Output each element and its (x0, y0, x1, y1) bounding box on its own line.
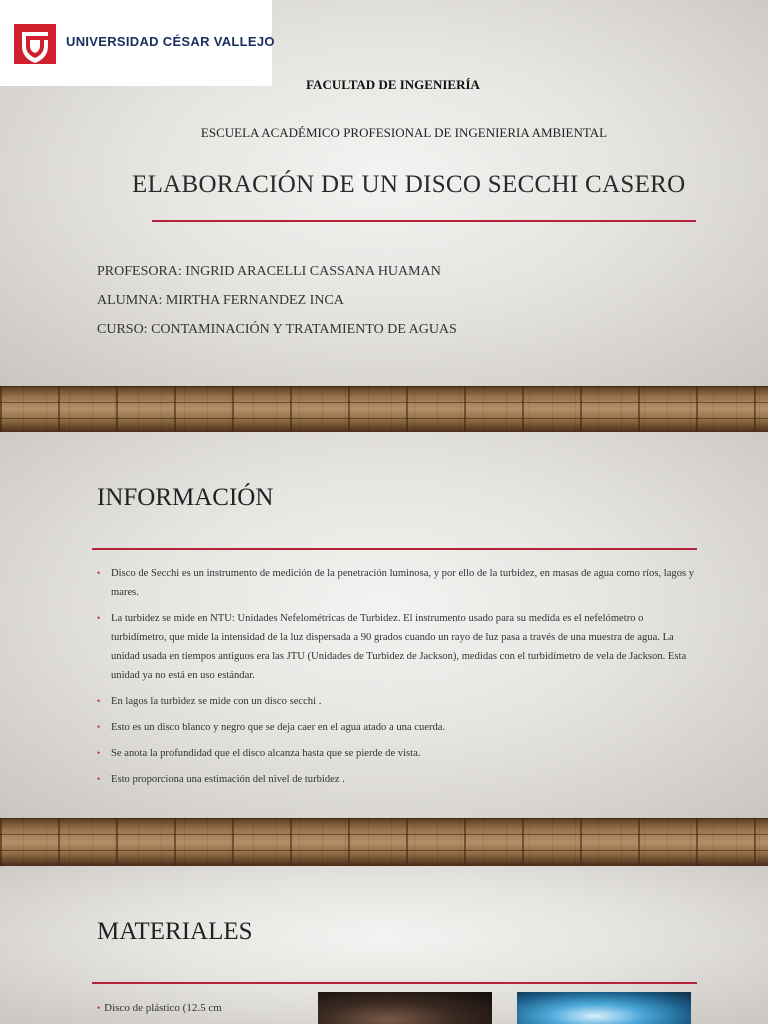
bullet-icon: • (97, 748, 101, 758)
university-logo (0, 0, 275, 86)
info-slide (0, 432, 768, 818)
materials-heading: MATERIALES (97, 918, 253, 945)
ucv-shield-icon (14, 24, 56, 64)
school-label: ESCUELA ACADÉMICO PROFESIONAL DE INGENIERIA AMBIENTAL (200, 125, 608, 140)
list-item: • Se anota la profundidad que el disco alcanza hasta que se pierde de vista. (97, 744, 697, 763)
title-divider (152, 220, 696, 222)
course-line: CURSO: CONTAMINACIÓN Y TRATAMIENTO DE AGUAS (97, 322, 457, 337)
list-item: • Esto es un disco blanco y negro que se deja caer en el agua atado a una cuerda. (97, 718, 697, 737)
wood-floor-divider (0, 818, 768, 866)
list-item: • Esto proporciona una estimación del nivel de turbidez . (97, 770, 697, 789)
materials-slide (0, 866, 768, 1024)
student-line: ALUMNA: MIRTHA FERNANDEZ INCA (97, 293, 344, 308)
list-item: • En lagos la turbidez se mide con un disco secchi . (97, 692, 697, 711)
materials-photo (517, 992, 691, 1024)
logo-text: UNIVERSIDAD CÉSAR VALLEJO (66, 34, 275, 49)
bullet-icon: • (97, 1003, 101, 1013)
professor-line: PROFESORA: INGRID ARACELLI CASSANA HUAMAN (97, 264, 441, 279)
bullet-icon: • (97, 722, 101, 732)
title-slide (0, 0, 768, 386)
bullet-icon: • (97, 613, 101, 623)
info-bullet-list (97, 564, 697, 796)
slide-title: ELABORACIÓN DE UN DISCO SECCHI CASERO (132, 171, 686, 198)
list-item: • La turbidez se mide en NTU: Unidades Nefelométricas de Turbidez. El instrumento usado para su medida es el nefelómetro o turbidímetro, que mide la intensidad de la luz dispersada a 90 grados cuando un rayo de luz pasa a través de una muestra de agua. La unidad usada en tiempos antiguos era las JTU (Unidades de Turbidez de Jackson), medidas con el turbidímetro de vela de Jackson. Esta unidad ya no está en uso estándar. (97, 609, 697, 685)
wood-floor-divider (0, 386, 768, 432)
bullet-icon: • (97, 696, 101, 706)
list-item: • Disco de Secchi es un instrumento de medición de la penetración luminosa, y por ello de la turbidez, en masas de agua como ríos, lagos y mares. (97, 564, 697, 602)
faculty-label: FACULTAD DE INGENIERÍA (306, 77, 480, 92)
info-divider (92, 548, 697, 550)
materials-photo (318, 992, 492, 1024)
materials-divider (92, 982, 697, 984)
info-heading: INFORMACIÓN (97, 484, 274, 511)
bullet-icon: • (97, 774, 101, 784)
bullet-icon: • (97, 568, 101, 578)
list-item: • Disco de plástico (12.5 cm (97, 1002, 222, 1014)
